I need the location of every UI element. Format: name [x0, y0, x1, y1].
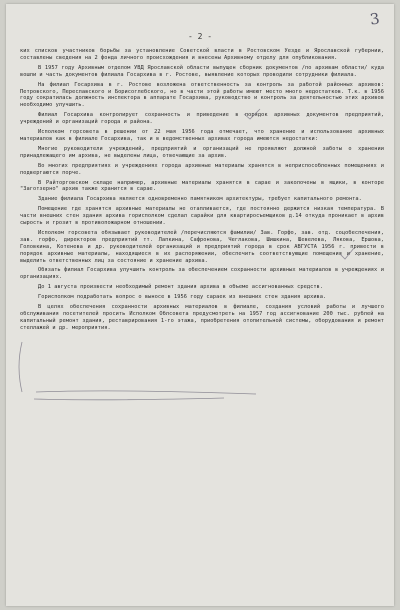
paragraph: ких списков участников борьбы за установление Советской власти в Ростовском Уезде и Ярославской губернии, составлены сведения на 2 фонда личного происхождения и внесены Архивному отделу для опубликования. — [20, 48, 384, 61]
document-body — [20, 48, 384, 335]
paragraph: Обязать филиал Госархива улучшить контроль за обеспечением сохранности архивных материалов в учреждениях и организациях. — [20, 267, 384, 281]
page-number: - 2 - — [187, 32, 213, 41]
paragraph: Горисполком подработать вопрос о выносе в 1956 году сараек из внешних стен здания архива. — [38, 294, 327, 301]
paragraph: Здание филиала Госархива является одновременно памятником архитектуры, требует капитального ремонта. — [38, 196, 362, 203]
pen-margin-bracket — [19, 342, 22, 392]
pen-underline — [36, 391, 256, 394]
paragraph: В Райторговском складе например, архивные материалы хранятся в сарае и заколочены в ящики, в конторе "Заготзерно" архив также хранится в сарае. — [20, 179, 384, 193]
paragraph: Исполком горсовета обязывает руководителей /перечисляются фамилии/ Зав. Горфо, зав. отд. соцобеспечения, зав. горфо, директоров предприятий тт. Лапкина, Сафронова, Чеглакова, Шишкина, Шевелева, Лякова, Ершова, Головкина, Котенева и др. руководителей организаций и предприятий города в срок АВГУСТА 1956 г. привести в порядок архивные материалы, находящиеся в их распоряжении, обеспечить соответствующие помещения и хранение, выделить ответственных лиц за состояние и хранение архива. — [20, 229, 384, 264]
paragraph: На филиал Госархива в г. Ростове возложена ответственность за контроль за работой районных архивов: Петровского, Переславского и Борисоглебского, но в части этой работы имеют место много недостатков. Т.к. в 1956 году сократилась должность инспектора в аппарате Госархива, руководство и контроль за деятельностью этих архивов необходимо улучшить. — [20, 81, 384, 109]
paragraph: Филиал Госархива контролирует сохранность и приведение в порядок архивных документов предприятий, учреждений и организаций города и района. — [20, 112, 384, 126]
paragraph: До 1 августа произвести необходимый ремонт здания архива в объеме ассигнованных средств. — [38, 284, 324, 291]
handwritten-page-mark: 3 — [369, 9, 382, 29]
paragraph: Многие руководители учреждений, предприятий и организаций не проявляют должной заботы о хранении принадлежащего им архива, не выделены лица, отвечающие за архив. — [20, 145, 384, 159]
document-page — [6, 4, 394, 606]
paragraph: В целях обеспечения сохранности архивных материалов в филиале, создания условий работы и лучшего обслуживания посетителей просить Исполком Облсовета предусмотреть на 1957 год ассигнование 200 тыс. рублей на капитальный ремонт здания, реставрирования 1-го этажа, приобретения отопительной системы, оборудования и ремонт стеллажей и др. мероприятия. — [20, 304, 384, 331]
paragraph: В 1957 году Архивным отделом УВД Ярославской области выпущен сборник документов /по архивам области/ куда вошли и часть документов филиала Госархива в г. Ростове, выявление которых проводили сотрудники филиала. — [20, 64, 384, 78]
paragraph: Исполком горсовета в решении от 22 мая 1956 года отмечает, что хранение и использование архивных материалов как в филиале Госархива, так и в ведомственных архивах города имеются недостатки: — [20, 129, 384, 142]
paragraph: Во многих предприятиях и учреждениях города архивные материалы хранятся в неприспособленных помещениях и подвергаются порче. — [20, 162, 384, 176]
paragraph: Помещение где хранятся архивные материалы не отапливается, где постоянно держится низкая температура. В части внешних стен здания архива горисполком сделал сарайки для квартиросъемщиков д.14 откуда проникает в архив сырость и грозит в противопожарном отношении. — [20, 206, 384, 227]
pen-underline — [34, 398, 224, 400]
